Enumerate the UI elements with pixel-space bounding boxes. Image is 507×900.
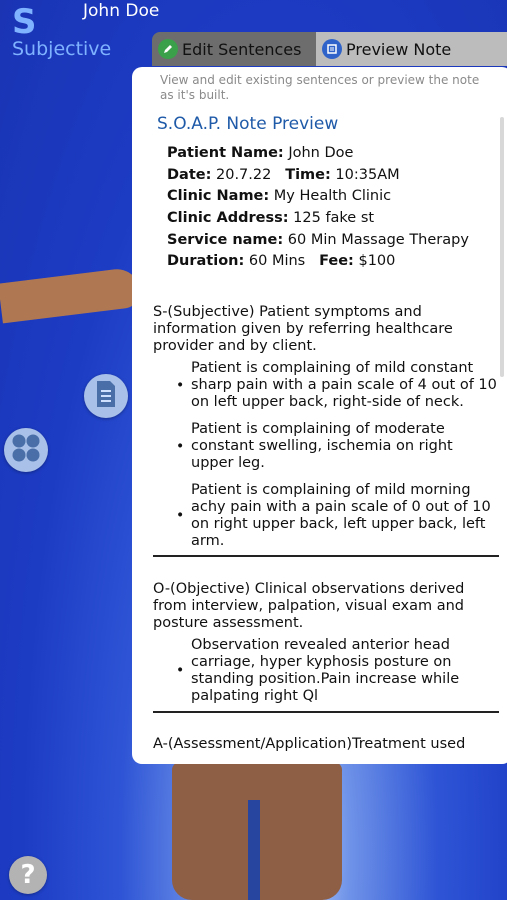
help-icon: ? (20, 860, 36, 890)
patient-name-header: John Doe (83, 1, 160, 21)
section-name: Subjective (12, 38, 112, 60)
objective-heading: O-(Objective) Clinical observations derived from interview, palpation, visual exam and posture assessment. (153, 581, 465, 631)
subjective-item[interactable]: • Patient is complaining of mild constant sharp pain with a pain scale of 4 out of 10 on left upper back, right-side of neck. (191, 360, 506, 411)
grid-button[interactable] (4, 428, 48, 472)
body-model-arm (0, 267, 142, 324)
patient-info (167, 143, 469, 273)
preview-title: S.O.A.P. Note Preview (157, 114, 339, 134)
tab-edit-sentences[interactable] (152, 32, 316, 66)
document-button[interactable] (84, 374, 128, 418)
assessment-heading: A-(Assessment/Application)Treatment used (153, 736, 466, 752)
tab-edit-label: Edit Sentences (182, 39, 302, 59)
body-model-leg-gap (248, 800, 260, 900)
panel-hint: View and edit existing sentences or preview the note as it's built. (160, 73, 480, 102)
tab-preview-label: Preview Note (346, 39, 452, 59)
info-row-service-name: Service name: 60 Min Massage Therapy (167, 231, 469, 248)
scrollbar[interactable] (500, 117, 504, 377)
note-preview-panel[interactable] (132, 67, 507, 764)
objective-item[interactable]: • Observation revealed anterior head carriage, hyper kyphosis posture on standing position.Pain increase while palpating right Ql (191, 637, 481, 705)
subjective-item[interactable]: • Patient is complaining of mild morning achy pain with a pain scale of 0 out of 10 on right upper back, left upper back, left arm. (191, 482, 491, 550)
info-row-clinic-address: Clinic Address: 125 fake st (167, 210, 375, 227)
tab-bar (152, 32, 507, 66)
grid-icon (11, 433, 41, 467)
section-letter: S (12, 2, 37, 42)
section-divider (153, 555, 499, 557)
help-button[interactable] (9, 856, 47, 894)
section-divider (153, 711, 499, 713)
document-icon (94, 380, 118, 412)
info-row-date: Date: 20.7.22 Time: 10:35AM (167, 166, 400, 183)
subjective-heading: S-(Subjective) Patient symptoms and information given by referring healthcare provider and by client. (153, 304, 453, 354)
pencil-icon (158, 39, 178, 59)
info-row-clinic-name: Clinic Name: My Health Clinic (167, 188, 392, 205)
subjective-item[interactable]: • Patient is complaining of moderate constant swelling, ischemia on right upper leg. (191, 421, 471, 472)
info-row-patient-name: Patient Name: John Doe (167, 145, 354, 161)
tab-preview-note[interactable] (316, 32, 507, 66)
note-icon (322, 39, 342, 59)
info-row-duration: Duration: 60 Mins Fee: $100 (167, 253, 396, 270)
